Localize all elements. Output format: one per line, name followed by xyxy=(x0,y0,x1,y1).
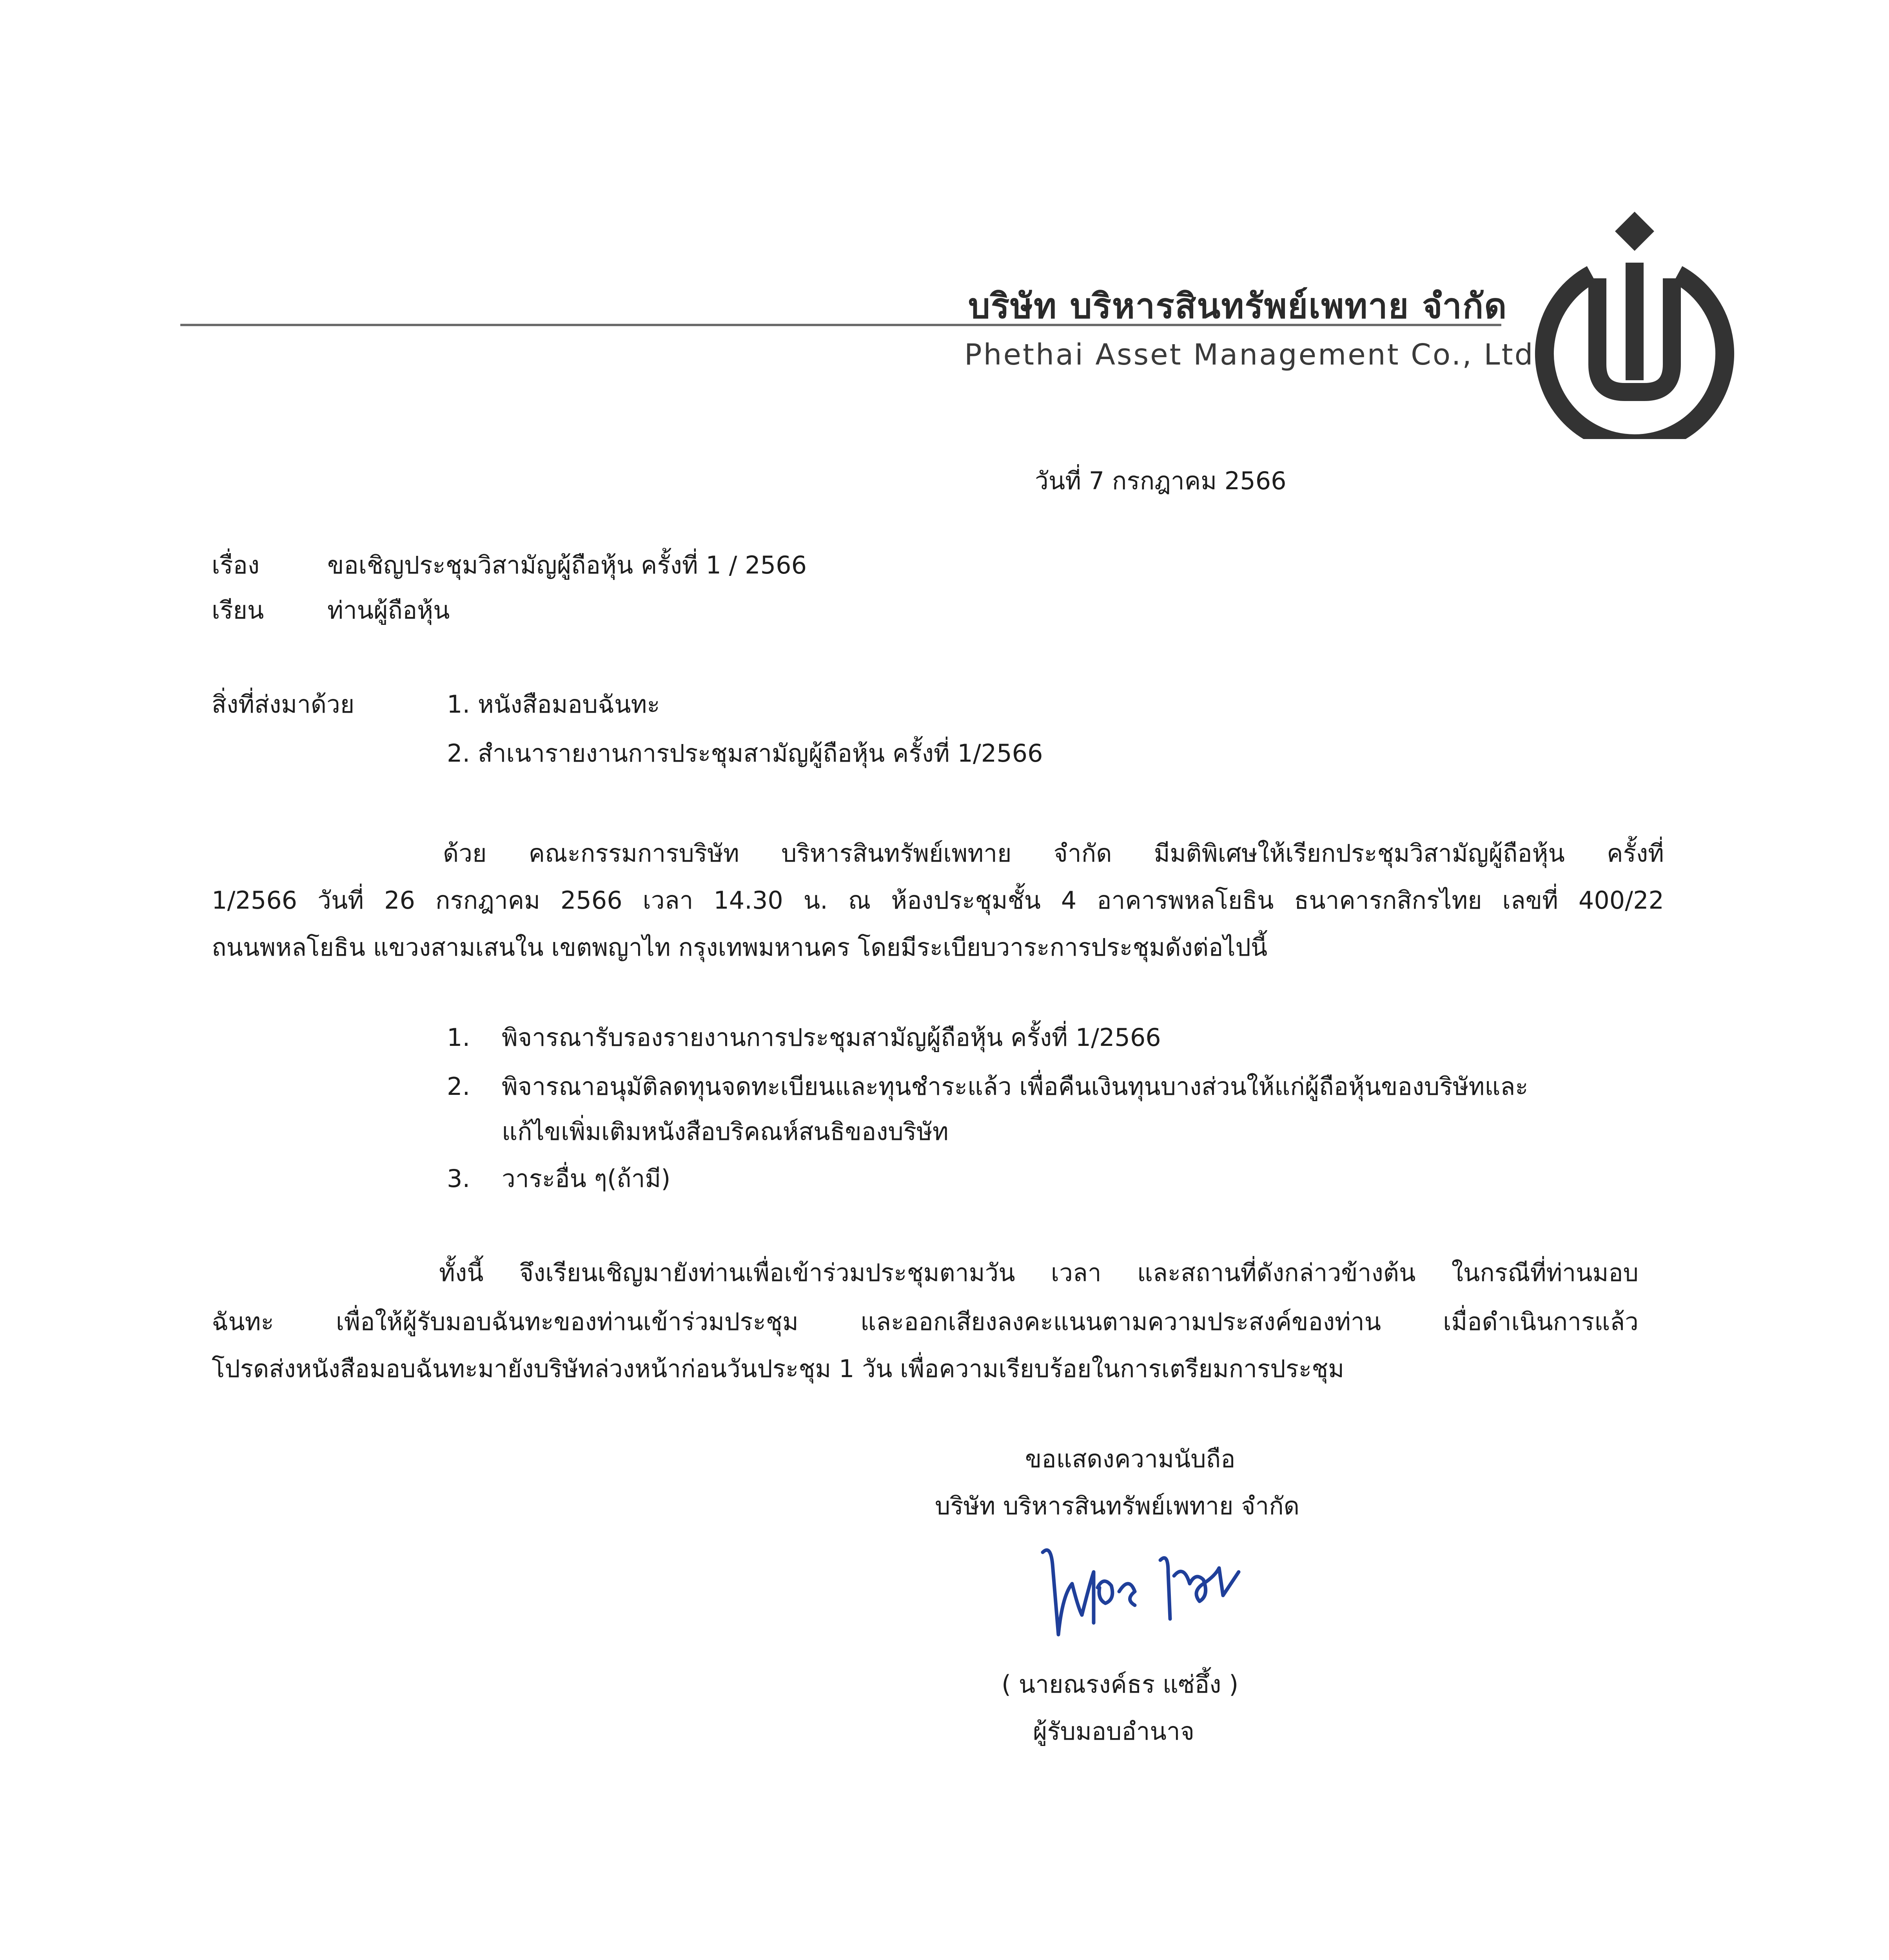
enclosure-item: 1. หนังสือมอบฉันทะ xyxy=(447,690,660,719)
recipient-label: เรียน xyxy=(212,596,264,624)
handwritten-signature xyxy=(1035,1537,1270,1654)
intro-paragraph-line: 1/2566 วันที่ 26 กรกฎาคม 2566 เวลา 14.30 น. ณ ห้องประชุมชั้น 4 อาคารพหลโยธิน ธนาคารกสิกรไทย เลขที่ 400/22 xyxy=(212,886,1664,915)
agenda-number: 1. xyxy=(447,1023,470,1052)
agenda-item: พิจารณาอนุมัติลดทุนจดทะเบียนและทุนชำระแล้ว เพื่อคืนเงินทุนบางส่วนให้แก่ผู้ถือหุ้นของบริษัทและ xyxy=(502,1072,1528,1101)
agenda-item-continued: แก้ไขเพิ่มเติมหนังสือบริคณห์สนธิของบริษัท xyxy=(502,1117,949,1146)
agenda-number: 3. xyxy=(447,1164,470,1193)
enclosure-item: 2. สำเนารายงานการประชุมสามัญผู้ถือหุ้น ครั้งที่ 1/2566 xyxy=(447,739,1043,768)
recipient-text: ท่านผู้ถือหุ้น xyxy=(327,596,450,624)
agenda-number: 2. xyxy=(447,1072,470,1101)
company-logo xyxy=(1529,208,1740,441)
intro-paragraph-line: ถนนพหลโยธิน แขวงสามเสนใน เขตพญาไท กรุงเทพมหานคร โดยมีระเบียบวาระการประชุมดังต่อไปนี้ xyxy=(212,933,1268,962)
agenda-item: วาระอื่น ๆ(ถ้ามี) xyxy=(502,1164,671,1193)
agenda-item: พิจารณารับรองรายงานการประชุมสามัญผู้ถือหุ้น ครั้งที่ 1/2566 xyxy=(502,1023,1161,1052)
subject-label: เรื่อง xyxy=(212,551,260,579)
letter-date: วันที่ 7 กรกฎาคม 2566 xyxy=(1035,466,1287,495)
company-name-english: Phethai Asset Management Co., Ltd. xyxy=(964,338,1546,372)
enclosures-label: สิ่งที่ส่งมาด้วย xyxy=(212,690,355,719)
signature-company: บริษัท บริหารสินทรัพย์เพทาย จำกัด xyxy=(935,1492,1300,1520)
closing-paragraph-line: ทั้งนี้ จึงเรียนเชิญมายังท่านเพื่อเข้าร่วมประชุมตามวัน เวลา และสถานที่ดังกล่าวข้างต้น ในกรณีที่ท่านมอบ xyxy=(439,1258,1639,1287)
subject-text: ขอเชิญประชุมวิสามัญผู้ถือหุ้น ครั้งที่ 1 / 2566 xyxy=(327,551,807,579)
signatory-name: ( นายณรงค์ธร แซ่อึ้ง ) xyxy=(1002,1670,1239,1699)
intro-paragraph-line: ด้วย คณะกรรมการบริษัท บริหารสินทรัพย์เพทาย จำกัด มีมติพิเศษให้เรียกประชุมวิสามัญผู้ถือหุ้น ครั้งที่ xyxy=(443,839,1664,867)
company-name-thai: บริษัท บริหารสินทรัพย์เพทาย จำกัด xyxy=(968,286,1508,326)
signatory-title: ผู้รับมอบอำนาจ xyxy=(1033,1717,1195,1746)
regards: ขอแสดงความนับถือ xyxy=(1025,1445,1236,1473)
closing-paragraph-line: โปรดส่งหนังสือมอบฉันทะมายังบริษัทล่วงหน้าก่อนวันประชุม 1 วัน เพื่อความเรียบร้อยในการเตรียมการประชุม xyxy=(212,1354,1345,1383)
closing-paragraph-line: ฉันทะ เพื่อให้ผู้รับมอบฉันทะของท่านเข้าร่วมประชุม และออกเสียงลงคะแนนตามความประสงค์ของท่าน เมื่อดำเนินการแล้ว xyxy=(212,1307,1639,1336)
